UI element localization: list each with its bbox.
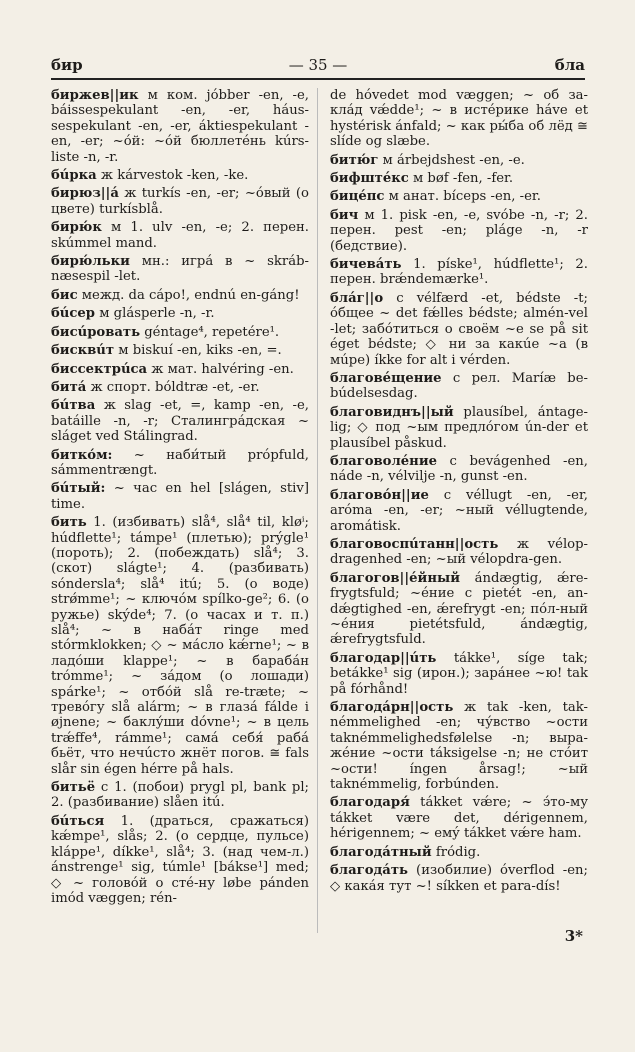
entry-definition: plausíbel, ántage-lig; ◇ под ~ым предлóгом ún-der et plausíbel påskud.	[330, 404, 588, 451]
entry-headword: биссектрúса	[51, 361, 148, 377]
dictionary-entry	[51, 186, 309, 217]
entry-definition: м 1. pisk -en, -e, svóbe -n, -r; 2. перен. pest -en; pláge -n, -r (бедствие).	[330, 207, 588, 254]
entry-headword: бич	[330, 207, 359, 223]
entry-headword: битко́м:	[51, 447, 113, 463]
entry-definition: с рел. Maríæ be-búdelsesdag.	[330, 370, 588, 402]
dictionary-entry	[51, 88, 309, 165]
entry-definition: м анат. bíceps -en, -er.	[384, 189, 541, 205]
entry-headword: благогов||éйный	[330, 570, 460, 586]
entry-definition: fródig.	[431, 844, 481, 860]
dictionary-entry	[51, 220, 309, 251]
entry-definition: с 1. (побои) prygl pl, bank pl; 2. (разбивание) slåen itú.	[51, 780, 309, 811]
entry-definition: ж kárvestok -ken, -ke.	[96, 168, 249, 184]
right-guide-word: бла	[554, 56, 585, 74]
entry-headword: бúсер	[51, 306, 96, 322]
entry-headword: бúрка	[51, 168, 97, 184]
dictionary-entry	[330, 88, 588, 150]
column-divider	[317, 88, 318, 933]
entry-headword: бить	[51, 515, 87, 531]
page-header	[51, 56, 585, 80]
signature-mark: 3*	[564, 927, 583, 945]
entry-definition: tákket vǽre; ~ э́то-му tákket være det, dérigennem, hérigennem; ~ емý tákket vǽre ham.	[330, 795, 588, 842]
entry-headword: благоволéние	[330, 453, 437, 469]
entry-headword: благодáтный	[330, 844, 432, 860]
entry-definition: с vélfærd -et, bédste -t; óбщее ~ det fǽlles bédste; almén-vel -let; забóтиться о своём ~е se på sit éget bédste; ◇ ни за какúе ~а (в мúре) íkke for alt i vérden.	[330, 290, 588, 368]
entry-definition: ándægtig, ǽre-frygtsfuld; ~éние с pietét -en, an-dǽgtighed -en, ǽrefrygt -en; пóл-ный ~éния pietétsfuld, ándægtig, ǽrefrygtsfuld.	[330, 570, 588, 648]
entry-headword: битá	[51, 379, 87, 395]
dictionary-entry	[51, 515, 309, 777]
dictionary-entry	[330, 845, 588, 860]
entry-definition: ~ час en hel [slágen, stiv] time.	[51, 481, 309, 512]
left-column	[51, 88, 309, 909]
entry-headword: бирю́льки	[51, 254, 130, 270]
page-number: — 35 —	[288, 56, 348, 74]
dictionary-entry	[330, 795, 588, 841]
dictionary-entry	[330, 153, 588, 168]
dictionary-entry	[330, 488, 588, 534]
entry-definition: (изобилие) óverflod -en; ◇ какáя тут ~! síkken et para-dís!	[330, 863, 588, 894]
entry-definition: 1. (драться, сражаться) kǽmpe¹, slås; 2. (о сердце, пульсе) kláppe¹, díkke¹, slå⁴; 3. (над чем-л.) ánstrenge¹ sig, túmle¹ [bákse¹] med; ◇ ~ головóй о стé-ну løbe pánden imód væggen; rén-	[51, 813, 309, 906]
entry-headword: бúтва	[51, 398, 96, 414]
entry-definition: ж мат. halvéring -en.	[147, 361, 294, 377]
entry-definition: ж slag -et, =, kamp -en, -e, batáille -n, -r; Сталингрáдская ~ sláget ved Stálingrad.	[51, 398, 309, 445]
dictionary-entry	[330, 700, 588, 792]
entry-definition: м bøf -fen, -fer.	[408, 171, 514, 187]
entry-headword: бисквúт	[51, 343, 115, 359]
dictionary-entry	[51, 398, 309, 444]
entry-definition: м árbejdshest -en, -e.	[378, 152, 525, 168]
entry-headword: благовéщение	[330, 370, 442, 386]
entry-headword: бис	[51, 287, 78, 303]
dictionary-entry	[51, 380, 309, 395]
entry-headword: бúтый:	[51, 481, 106, 497]
entry-headword: благовоспúтанн||ость	[330, 536, 499, 552]
entry-headword: благовиднъ||ый	[330, 404, 454, 420]
entry-definition: 1. píske¹, húdflette¹; 2. перен. brǽndemærke¹.	[330, 257, 588, 288]
entry-headword: бицéпс	[330, 189, 385, 205]
entry-definition: м biskuí -en, kiks -en, =.	[114, 343, 282, 359]
dictionary-entry	[51, 481, 309, 512]
entry-definition: межд. da cápo!, endnú en-gáng!	[77, 287, 300, 303]
entry-definition: ~ наби́тый própfuld, sámmentrængt.	[51, 447, 309, 478]
entry-headword: битьё	[51, 780, 96, 796]
dictionary-entry	[330, 291, 588, 368]
dictionary-entry	[51, 343, 309, 358]
entry-headword: благодаря́	[330, 795, 410, 811]
entry-headword: благовóн||ие	[330, 487, 429, 503]
entry-headword: блáг||о	[330, 290, 384, 306]
dictionary-entry	[330, 189, 588, 204]
dictionary-entry	[330, 863, 588, 894]
dictionary-entry	[330, 208, 588, 254]
dictionary-entry	[330, 257, 588, 288]
dictionary-entry	[51, 254, 309, 285]
entry-definition: ж turkís -en, -er; ~óвый (о цвете) turkísblå.	[51, 186, 309, 217]
entry-headword: бисúровать	[51, 324, 141, 340]
entry-headword: бирю́к	[51, 220, 102, 236]
right-column	[330, 88, 588, 897]
dictionary-entry	[330, 171, 588, 186]
dictionary-entry	[51, 306, 309, 321]
entry-definition: мн.: игрá в ~ skráb-næsespil -let.	[51, 254, 309, 285]
entry-definition: de hóvedet mod væggen; ~ об за-клáд vǽdde¹; ~ в истéрике háve et hystérisk ánfald; ~ как ры́ба об лёд ≅ slíde og slæbe.	[330, 88, 589, 150]
dictionary-entry	[51, 814, 309, 906]
dictionary-entry	[51, 448, 309, 479]
entry-headword: благодáть	[330, 863, 408, 879]
dictionary-entry	[51, 288, 309, 303]
dictionary-entry	[330, 454, 588, 485]
entry-definition: с véllugt -en, -er, aróma -en, -er; ~ный véllugtende, aromátisk.	[330, 487, 588, 534]
dictionary-entry	[330, 405, 588, 451]
entry-definition: ж vélop-dragenhed -en; ~ый vélopdra-gen.	[330, 536, 588, 568]
entry-definition: 1. (избивать) slå⁴, slå⁴ til, kløⁱ; húdflette¹; támpe¹ (плетью); prýgle¹ (пороть); 2. (побеждать) slå⁴; 3. (скот) slágte¹; 4. (разбивать) sóndersla⁴; slå⁴ itú; 5. (о воде) strǿmme¹; ~ ключóм spílko-ge²; 6. (о ружье) skýde⁴; 7. (о часах и т. п.) slå⁴; ~ в набáт ringe med stórmklokken; ◇ ~ мáсло kǽrne¹; ~ в ладóши klappe¹; ~ в барабáн trómme¹; ~ зáдом (о лошади) spárke¹; ~ отбóй slå re-træte; ~ тревóгу slå alárm; ~ в глазá fálde i øjnene; ~ баклу́ши dóvne¹; ~ в цель trǽffe⁴, rámme¹; самá себя́ рабá бьёт, что нечúсто жнёт погов. ≅ fals slår sin égen hérre på hals.	[51, 515, 309, 777]
dictionary-entry	[330, 371, 588, 402]
entry-definition: с bevágenhed -en, náde -n, vélvilje -n, gunst -en.	[330, 453, 588, 485]
left-guide-word: бир	[51, 56, 83, 74]
dictionary-entry	[51, 362, 309, 377]
dictionary-entry	[330, 537, 588, 568]
entry-definition: tákke¹, síge tak; betákke¹ sig (ирон.); зарáнее ~ю! tak på fórhånd!	[330, 650, 588, 697]
entry-definition: м glásperle -n, -r.	[95, 306, 215, 322]
entry-headword: бичевáть	[330, 257, 402, 273]
entry-headword: бифштéкс	[330, 171, 409, 187]
dictionary-entry	[51, 168, 309, 183]
entry-headword: бúться	[51, 813, 105, 829]
dictionary-entry	[51, 780, 309, 811]
entry-definition: м ком. jóbber -en, -e, báissespekulant -en, -er, háus-sespekulant -en, -er, áktiespekulant -en, -er; ~óй: ~óй бюллетéнь kúrs-liste -n, -r.	[51, 88, 309, 165]
dictionary-entry	[330, 651, 588, 697]
dictionary-entry	[330, 571, 588, 648]
entry-headword: битю́г	[330, 152, 379, 168]
entry-definition: ж спорт. bóldtræ -et, -er.	[86, 379, 260, 395]
entry-definition: géntage⁴, repetére¹.	[140, 324, 280, 340]
entry-headword: биржев||ик	[51, 88, 139, 103]
dictionary-entry	[51, 325, 309, 340]
entry-definition: м 1. ulv -en, -e; 2. перен. skúmmel mand.	[51, 220, 309, 251]
entry-headword: бирюз||á	[51, 186, 119, 202]
entry-headword: благодар||úть	[330, 650, 437, 666]
entry-definition: ж tak -ken, tak-némmelighed -en; чу́вство ~ости taknémmelighedsfølelse -n; выра-жéние ~ости táksigelse -n; не стóит ~ости! íngen årsag!; ~ый taknémmelig, forbúnden.	[330, 700, 588, 793]
entry-headword: благодáрн||ость	[330, 700, 454, 716]
